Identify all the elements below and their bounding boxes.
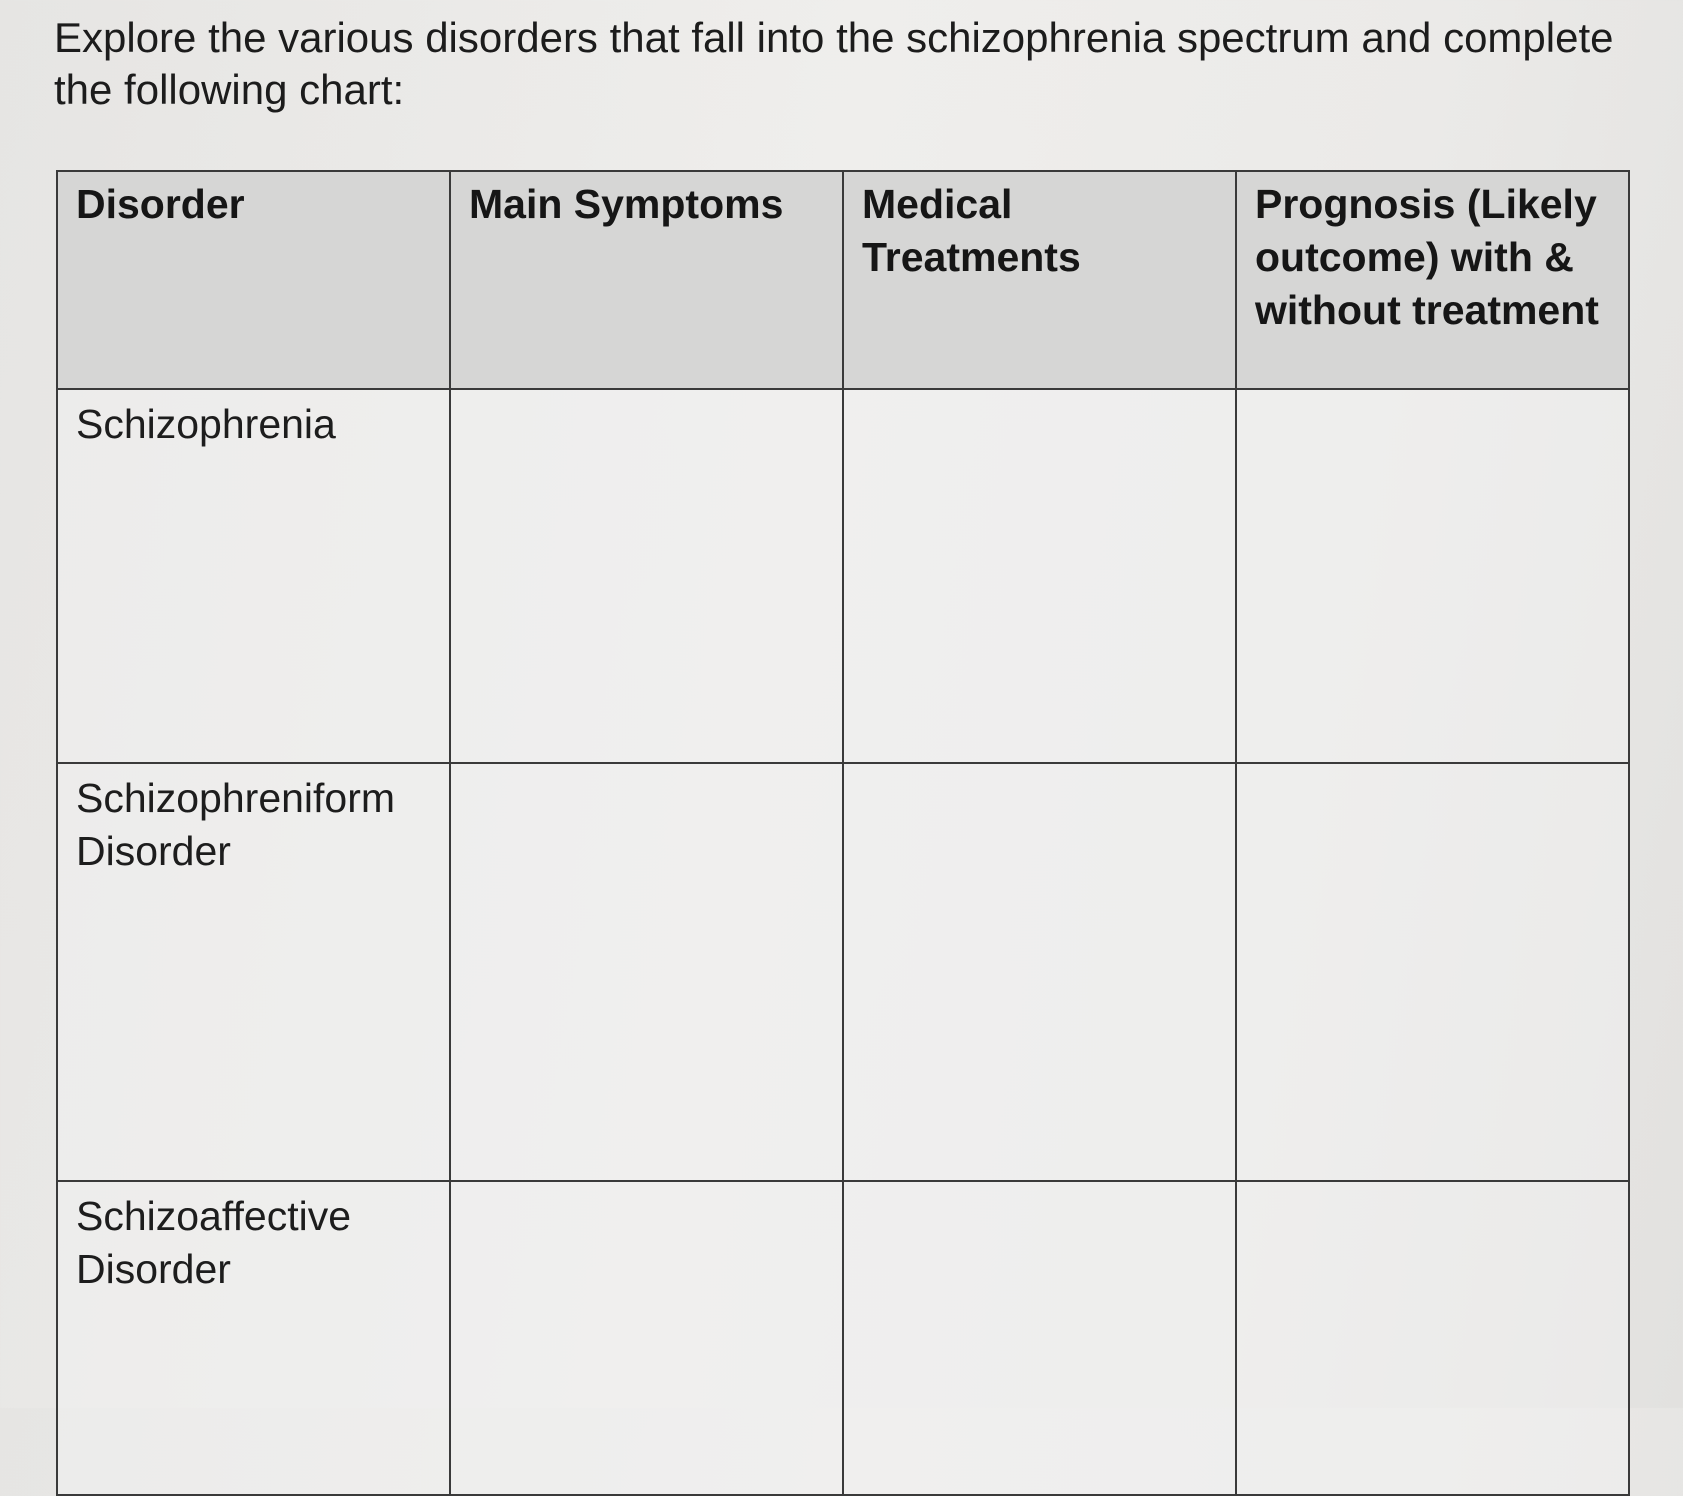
table-header-row [57, 171, 1629, 389]
table-row-schizoaffective [57, 1181, 1629, 1495]
cell-prognosis[interactable] [1236, 763, 1629, 1181]
cell-prognosis[interactable] [1236, 1181, 1629, 1495]
cell-prognosis[interactable] [1236, 389, 1629, 763]
table-row-schizophrenia [57, 389, 1629, 763]
cell-disorder [57, 763, 450, 1181]
disorders-chart-table [56, 170, 1630, 1496]
header-medical-treatments: Medical Treatments [843, 171, 1236, 389]
cell-main-symptoms[interactable] [450, 389, 843, 763]
header-main-symptoms: Main Symptoms [450, 171, 843, 389]
cell-medical-treatments[interactable] [843, 389, 1236, 763]
header-disorder: Disorder [57, 171, 450, 389]
instructions-text: Explore the various disorders that fall into the schizophrenia spectrum and complete the following chart: [54, 14, 1614, 113]
cell-main-symptoms[interactable] [450, 763, 843, 1181]
disorder-label: Schizophrenia [76, 401, 336, 447]
cell-disorder [57, 389, 450, 763]
header-prognosis: Prognosis (Likely outcome) with & without treatment [1236, 171, 1629, 389]
table-row-schizophreniform [57, 763, 1629, 1181]
cell-medical-treatments[interactable] [843, 763, 1236, 1181]
disorder-label: Schizoaffective Disorder [76, 1193, 352, 1292]
cell-disorder [57, 1181, 450, 1495]
cell-main-symptoms[interactable] [450, 1181, 843, 1495]
cell-medical-treatments[interactable] [843, 1181, 1236, 1495]
disorder-label: Schizophreniform Disorder [76, 775, 396, 874]
